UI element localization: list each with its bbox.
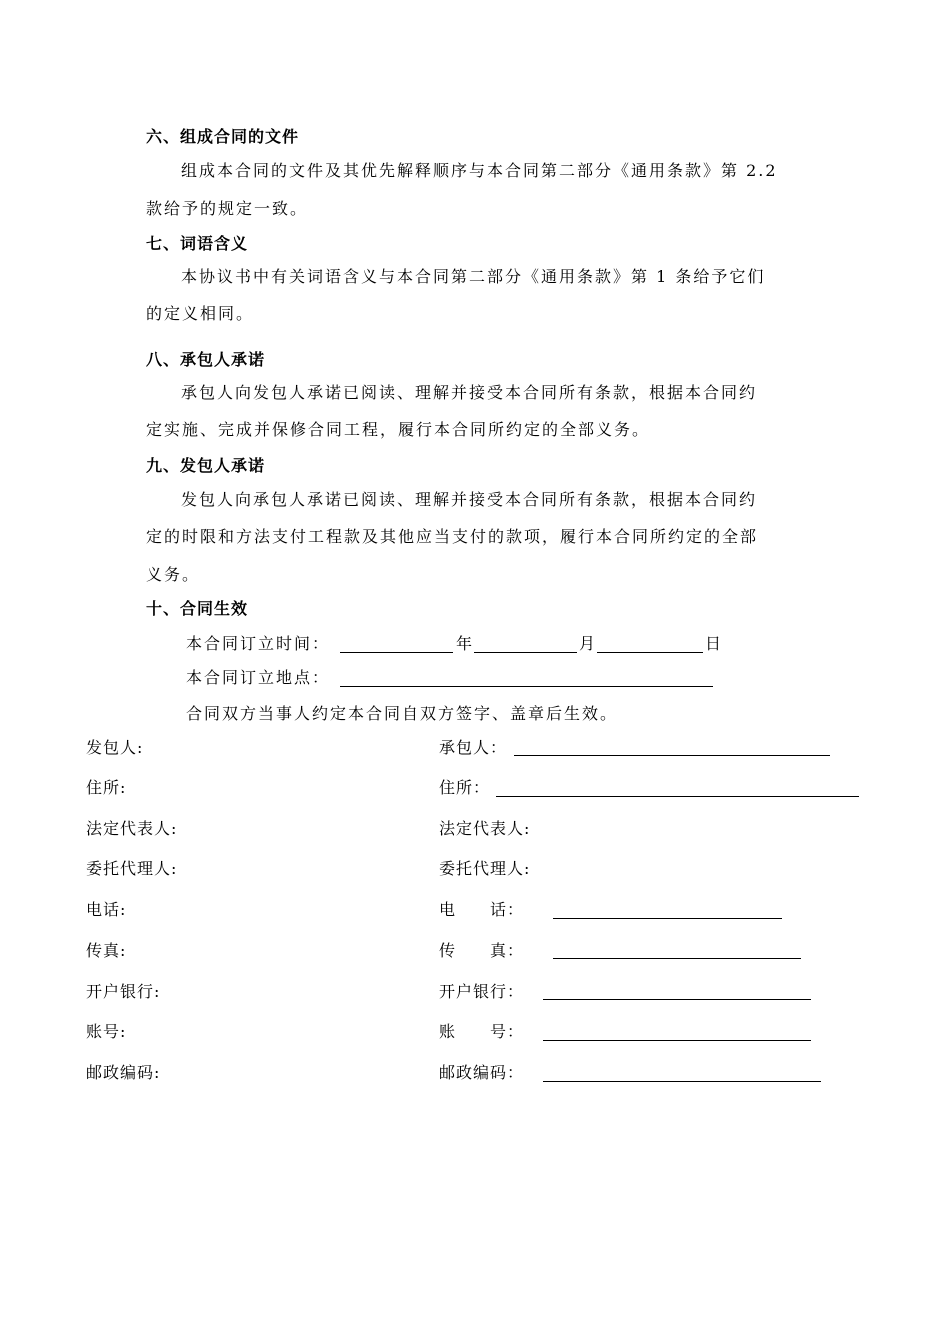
- contractor-postcode-blank[interactable]: [543, 1081, 821, 1082]
- section-8-line-1: 承包人向发包人承诺已阅读、理解并接受本合同所有条款，根据本合同约: [181, 383, 758, 402]
- section-9-line-1: 发包人向承包人承诺已阅读、理解并接受本合同所有条款，根据本合同约: [181, 490, 758, 509]
- contractor-bank-blank[interactable]: [543, 999, 811, 1000]
- employer-fax-label: 传真:: [86, 941, 127, 960]
- section-9-line-3: 义务。: [146, 565, 201, 584]
- effect-clause: 合同双方当事人约定本合同自双方签字、盖章后生效。: [186, 704, 619, 723]
- signing-year-blank[interactable]: [340, 652, 453, 653]
- contractor-postcode-label: 邮政编码：: [439, 1063, 525, 1082]
- employer-account-label: 账号:: [86, 1022, 127, 1041]
- signing-place-blank[interactable]: [340, 686, 713, 687]
- section-9-line-2: 定的时限和方法支付工程款及其他应当支付的款项，履行本合同所约定的全部: [146, 527, 759, 546]
- contractor-phone-blank[interactable]: [553, 918, 782, 919]
- employer-bank-label: 开户银行:: [86, 982, 161, 1001]
- contractor-address-label: 住所：: [439, 778, 491, 797]
- year-label: 年: [456, 634, 475, 653]
- section-7-line-1: 本协议书中有关词语含义与本合同第二部分《通用条款》第 1 条给予它们: [181, 267, 766, 286]
- employer-legal-rep-label: 法定代表人:: [86, 819, 178, 838]
- contractor-fax-label: 传 真：: [439, 941, 525, 960]
- employer-address-label: 住所:: [86, 778, 127, 797]
- signing-month-blank[interactable]: [474, 652, 577, 653]
- section-8-line-2: 定实施、完成并保修合同工程，履行本合同所约定的全部义务。: [146, 420, 651, 439]
- contractor-address-blank[interactable]: [496, 796, 859, 797]
- contractor-name-label: 承包人：: [439, 738, 508, 757]
- employer-postcode-label: 邮政编码:: [86, 1063, 161, 1082]
- day-label: 日: [705, 634, 724, 653]
- contractor-account-blank[interactable]: [543, 1040, 811, 1041]
- section-7-line-2: 的定义相同。: [146, 304, 255, 323]
- contractor-bank-label: 开户银行：: [439, 982, 525, 1001]
- employer-phone-label: 电话:: [86, 900, 127, 919]
- contractor-phone-label: 电 话：: [439, 900, 525, 919]
- month-label: 月: [579, 634, 598, 653]
- contractor-agent-label: 委托代理人:: [439, 859, 531, 878]
- section-6-line-2: 款给予的规定一致。: [146, 199, 309, 218]
- section-9-title: 九、发包人承诺: [146, 456, 266, 475]
- contractor-name-blank[interactable]: [514, 755, 830, 756]
- contractor-legal-rep-label: 法定代表人:: [439, 819, 531, 838]
- contractor-fax-blank[interactable]: [553, 958, 801, 959]
- section-6-title: 六、组成合同的文件: [146, 127, 300, 146]
- signing-time-label: 本合同订立时间：: [186, 634, 331, 653]
- section-8-title: 八、承包人承诺: [146, 350, 266, 369]
- signing-day-blank[interactable]: [597, 652, 703, 653]
- section-7-title: 七、词语含义: [146, 234, 249, 253]
- section-10-title: 十、合同生效: [146, 599, 249, 618]
- section-6-line-1: 组成本合同的文件及其优先解释顺序与本合同第二部分《通用条款》第 2.2: [181, 161, 778, 180]
- employer-agent-label: 委托代理人:: [86, 859, 178, 878]
- contractor-account-label: 账 号：: [439, 1022, 525, 1041]
- signing-place-label: 本合同订立地点：: [186, 668, 331, 687]
- employer-name-label: 发包人:: [86, 738, 144, 757]
